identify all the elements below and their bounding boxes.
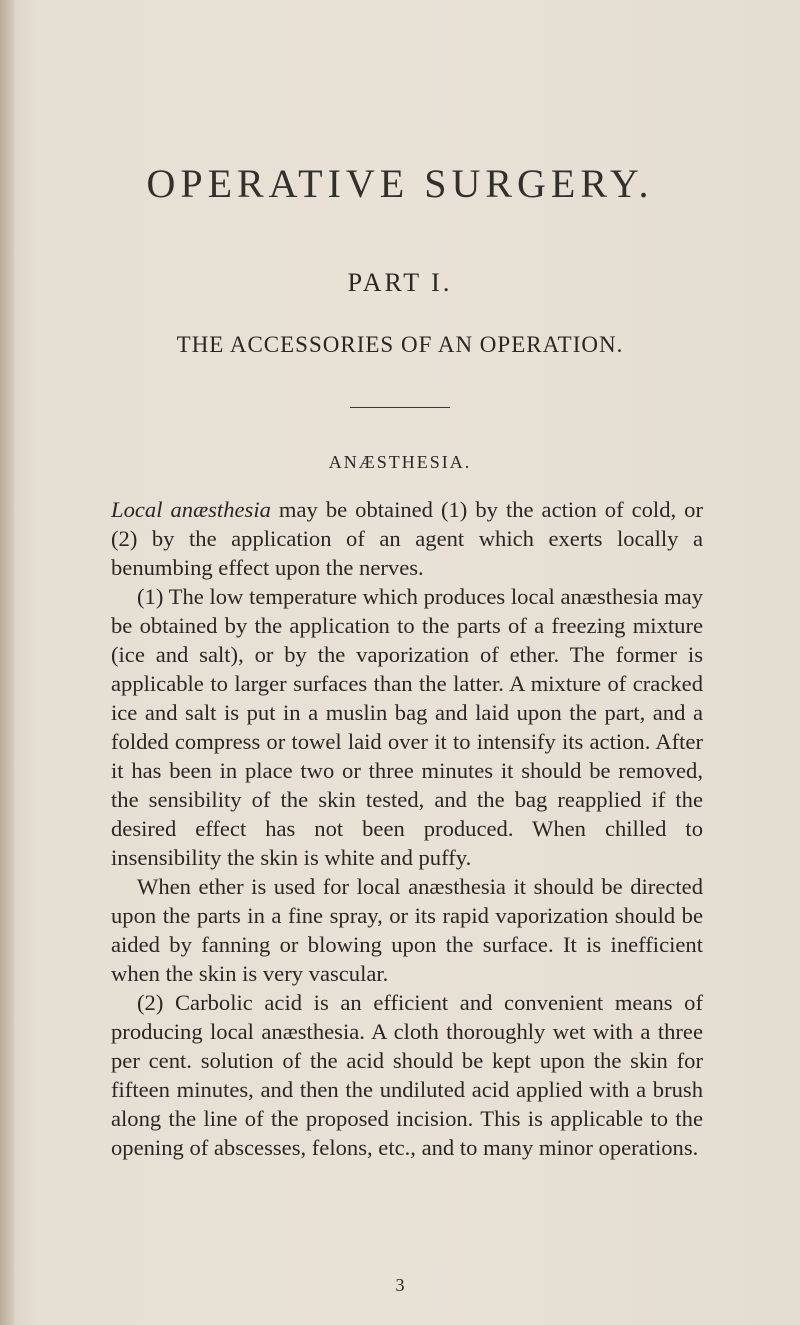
part-heading: PART I. xyxy=(347,268,453,297)
paragraph xyxy=(111,495,703,582)
paragraph-text: may be obtained (1) by the action of cold, or (2) by the application of an agent which exerts locally a benumbing effect upon the nerves. xyxy=(111,497,703,580)
italic-term: Local anæsthesia xyxy=(111,497,271,522)
section-heading: ANÆSTHESIA. xyxy=(328,452,472,472)
page-number: 3 xyxy=(395,1275,405,1295)
paragraph: When ether is used for local anæsthesia it should be directed upon the parts in a fine spray, or its rapid vaporization should be aided by fanning or blowing upon the surface. It is inefficient when the skin is very vascular. xyxy=(111,874,703,986)
divider-rule xyxy=(350,407,450,408)
page-title: OPERATIVE SURGERY. xyxy=(146,161,654,206)
paragraph: (1) The low temperature which produces local anæsthesia may be obtained by the application to the parts of a freezing mixture (ice and salt), or by the vaporization of ether. The former is applicable to larger surfaces than the latter. A mixture of cracked ice and salt is put in a muslin bag and laid upon the part, and a folded compress or towel laid over it to intensify its action. After it has been in place two or three minutes it should be removed, the sensibility of the skin tested, and the bag reapplied if the desired effect has not been produced. When chilled to insensibility the skin is white and puffy. xyxy=(111,584,703,870)
part-subtitle: THE ACCESSORIES OF AN OPERATION. xyxy=(176,332,624,357)
paragraph: (2) Carbolic acid is an efficient and convenient means of producing local anæsthesia. A cloth thoroughly wet with a three per cent. solution of the acid should be kept upon the skin for fifteen minutes, and then the undiluted acid applied with a brush along the line of the proposed incision. This is applicable to the opening of abscesses, felons, etc., and to many minor operations. xyxy=(111,990,703,1160)
body-text xyxy=(111,495,703,1162)
